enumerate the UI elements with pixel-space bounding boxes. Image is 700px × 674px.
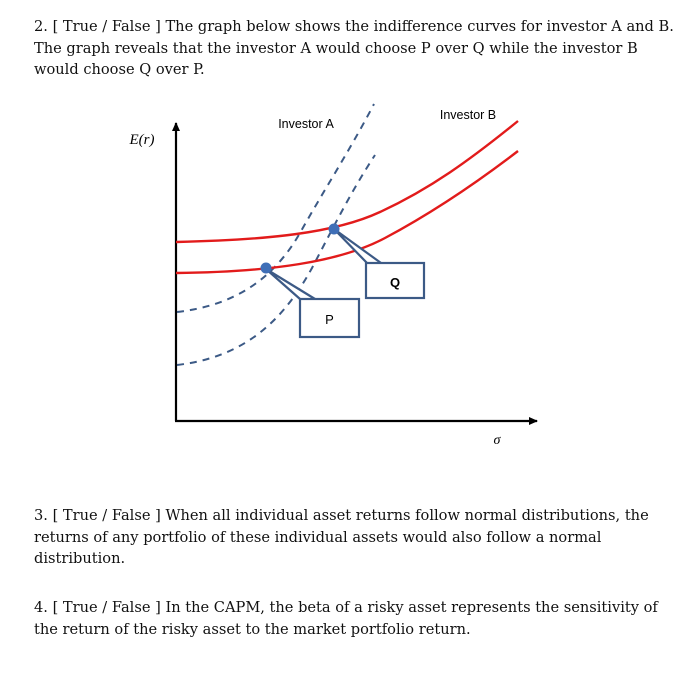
investor-b-curve-lower [176,151,518,273]
point-q-marker [329,224,340,235]
question-3-number: 3. [34,507,48,524]
investor-b-curve-upper [176,121,518,242]
question-3-choice: [ True / False ] [52,507,161,524]
y-axis-label: E(r) [129,132,155,148]
investor-b-label: Investor B [439,108,497,122]
question-4-text: In the CAPM, the beta of a risky asset represents the sensitivity of the return of the risky asset to the market portfolio return. [34,599,658,638]
x-axis-label: σ [493,433,501,448]
question-4-number: 4. [34,599,48,616]
question-2-number: 2. [34,18,48,35]
callout-q-pointer [334,229,381,263]
question-2-choice: [ True / False ] [52,18,161,35]
question-3-text: When all individual asset returns follow normal distributions, the returns of any portfolio of these individual assets would also follow a normal distribution. [34,507,649,567]
investor-a-curve-upper [177,104,374,312]
investor-a-label: Investor A [278,117,334,131]
point-p-marker [261,263,272,274]
callout-p-pointer [266,269,315,299]
point-q-label: Q [389,275,401,290]
question-4-choice: [ True / False ] [52,599,161,616]
point-p-label: P [325,312,334,327]
question-2-text: The graph below shows the indifference curves for investor A and B. The graph reveals that the investor A would choose P over Q while the investor B would choose Q over P. [34,18,674,78]
